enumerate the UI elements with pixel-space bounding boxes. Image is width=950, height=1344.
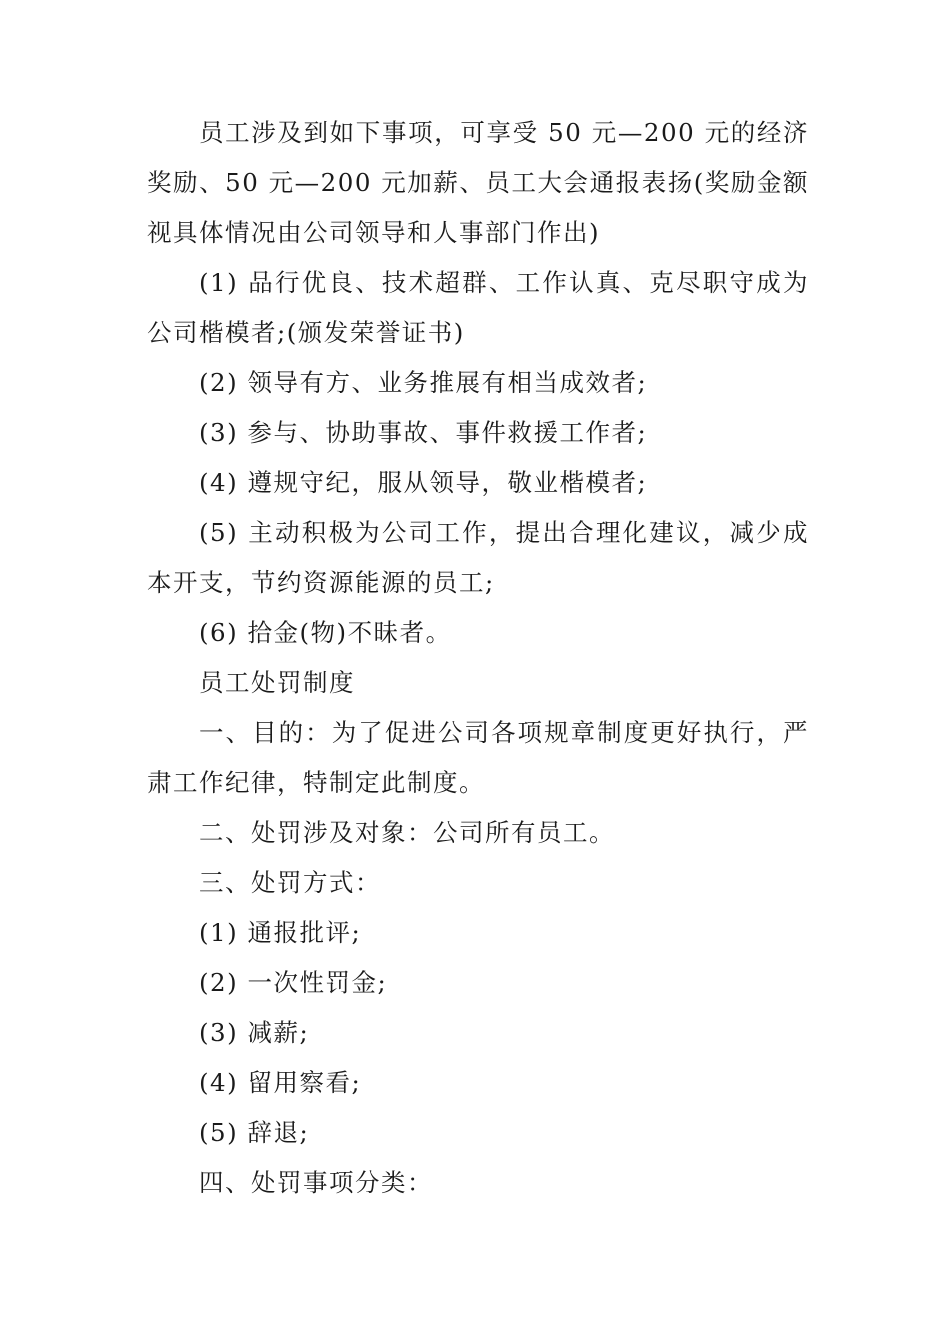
reward-item-2: (2) 领导有方、业务推展有相当成效者; xyxy=(199,368,648,397)
reward-item-1: (1) 品行优良、技术超群、工作认真、克尽职守成为公司楷模者;(颁发荣誉证书) xyxy=(147,268,809,347)
reward-item-3: (3) 参与、协助事故、事件救援工作者; xyxy=(199,418,648,447)
document-body xyxy=(147,108,809,1208)
reward-item-4: (4) 遵规守纪，服从领导，敬业楷模者; xyxy=(199,468,648,497)
section-heading-penalty: 员工处罚制度 xyxy=(199,668,355,697)
reward-item-6: (6) 拾金(物)不昧者。 xyxy=(199,618,452,647)
penalty-method-4: (4) 留用察看; xyxy=(199,1068,362,1097)
penalty-scope: 二、处罚涉及对象：公司所有员工。 xyxy=(199,818,615,847)
reward-intro-paragraph: 员工涉及到如下事项，可享受 50 元—200 元的经济奖励、50 元—200 元加薪、员工大会通报表扬(奖励金额视具体情况由公司领导和人事部门作出) xyxy=(147,118,809,247)
penalty-categories-heading: 四、处罚事项分类： xyxy=(199,1168,433,1197)
penalty-purpose: 一、目的：为了促进公司各项规章制度更好执行，严肃工作纪律，特制定此制度。 xyxy=(147,718,809,797)
penalty-methods-heading: 三、处罚方式： xyxy=(199,868,381,897)
reward-item-5: (5) 主动积极为公司工作，提出合理化建议，减少成本开支，节约资源能源的员工; xyxy=(147,518,809,597)
penalty-method-2: (2) 一次性罚金; xyxy=(199,968,388,997)
penalty-method-1: (1) 通报批评; xyxy=(199,918,362,947)
penalty-method-3: (3) 减薪; xyxy=(199,1018,310,1047)
penalty-method-5: (5) 辞退; xyxy=(199,1118,310,1147)
